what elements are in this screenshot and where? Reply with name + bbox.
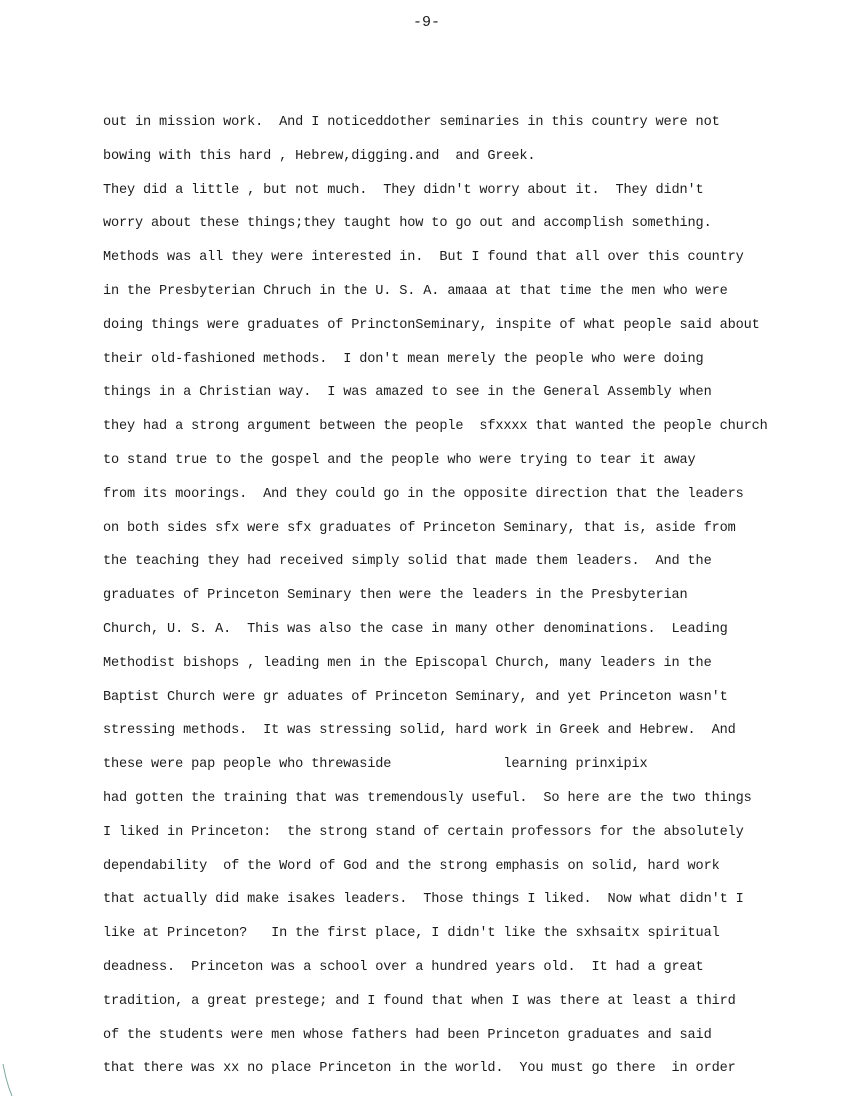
text-line: graduates of Princeton Seminary then were the leaders in the Presbyterian bbox=[103, 588, 688, 604]
text-line: bowing with this hard , Hebrew,digging.and and Greek. bbox=[103, 148, 536, 164]
text-line: the teaching they had received simply solid that made them leaders. And the bbox=[103, 554, 712, 570]
page-number: -9- bbox=[412, 14, 440, 31]
text-line: that there was xx no place Princeton in the world. You must go there in order bbox=[103, 1061, 736, 1077]
text-line: had gotten the training that was tremendously useful. So here are the two things bbox=[103, 790, 752, 806]
text-line: deadness. Princeton was a school over a hundred years old. It had a great bbox=[103, 959, 704, 975]
text-line: like at Princeton? In the first place, I didn't like the sxhsaitx spiritual bbox=[103, 926, 720, 942]
text-line: to stand true to the gospel and the people who were trying to tear it away bbox=[103, 452, 696, 468]
text-line: of the students were men whose fathers had been Princeton graduates and said bbox=[103, 1027, 712, 1043]
text-line: Church, U. S. A. This was also the case in many other denominations. Leading bbox=[103, 621, 728, 637]
text-line: Methods was all they were interested in. But I found that all over this country bbox=[103, 250, 744, 266]
text-line: from its moorings. And they could go in the opposite direction that the leaders bbox=[103, 486, 744, 502]
text-line: worry about these things;they taught how to go out and accomplish something. bbox=[103, 216, 712, 232]
text-line: They did a little , but not much. They didn't worry about it. They didn't bbox=[103, 182, 704, 198]
text-line: out in mission work. And I noticeddother seminaries in this country were not bbox=[103, 115, 720, 130]
text-line: dependability of the Word of God and the strong emphasis on solid, hard work bbox=[103, 858, 720, 874]
text-line: doing things were graduates of PrinctonSeminary, inspite of what people said about bbox=[103, 317, 760, 333]
text-line: these were pap people who threwaside learning prinxipix bbox=[103, 757, 648, 773]
text-line: their old-fashioned methods. I don't mean merely the people who were doing bbox=[103, 351, 704, 367]
text-line: Baptist Church were gr aduates of Princeton Seminary, and yet Princeton wasn't bbox=[103, 689, 728, 705]
text-line: in the Presbyterian Chruch in the U. S. A. amaaa at that time the men who were bbox=[103, 283, 728, 299]
text-line: Methodist bishops , leading men in the Episcopal Church, many leaders in the bbox=[103, 655, 712, 671]
text-line: they had a strong argument between the people sfxxxx that wanted the people church bbox=[103, 419, 768, 435]
text-line: on both sides sfx were sfx graduates of Princeton Seminary, that is, aside from bbox=[103, 520, 736, 536]
text-line: stressing methods. It was stressing solid, hard work in Greek and Hebrew. And bbox=[103, 723, 736, 739]
text-line: tradition, a great prestege; and I found that when I was there at least a third bbox=[103, 993, 736, 1009]
binding-edge-mark bbox=[0, 1062, 14, 1098]
body-text bbox=[103, 113, 803, 1093]
text-line: things in a Christian way. I was amazed to see in the General Assembly when bbox=[103, 385, 712, 401]
text-line: I liked in Princeton: the strong stand of certain professors for the absolutely bbox=[103, 824, 744, 840]
text-line: that actually did make isakes leaders. Those things I liked. Now what didn't I bbox=[103, 892, 744, 908]
